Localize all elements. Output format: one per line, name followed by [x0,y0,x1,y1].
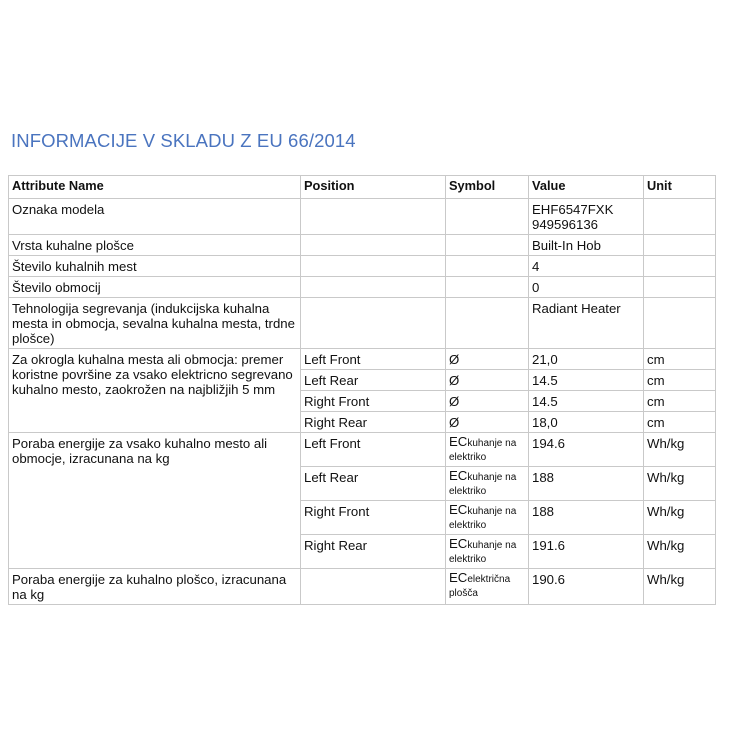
symbol-subscript: kuhanje na elektriko [449,438,517,463]
unit-cell [644,199,716,235]
unit-cell: cm [644,391,716,412]
unit-cell [644,277,716,298]
position-cell: Left Front [301,349,446,370]
unit-cell [644,256,716,277]
attribute-cell: Oznaka modela [9,199,301,235]
symbol-main: EC [449,434,468,449]
symbol-cell [446,199,529,235]
symbol-subscript: kuhanje na elektriko [449,472,517,497]
attribute-cell: Za okrogla kuhalna mesta ali obmocja: premer koristne površine za vsako elektricno segrevano kuhalno mesto, zaokrožen na najbližjih 5 mm [9,349,301,433]
attribute-cell: Tehnologija segrevanja (indukcijska kuhalna mesta in obmocja, sevalna kuhalna mesta, trdne plošce) [9,298,301,349]
position-cell [301,277,446,298]
symbol-cell: Ø [446,391,529,412]
symbol-subscript: kuhanje na elektriko [449,506,517,531]
model-code: 949596136 [532,217,599,232]
position-cell: Left Rear [301,467,446,501]
position-cell: Right Rear [301,535,446,569]
symbol-cell [446,467,529,501]
position-cell: Left Front [301,433,446,467]
table-row [9,433,716,467]
position-cell: Right Front [301,391,446,412]
symbol-cell [446,501,529,535]
value-cell: 190.6 [529,569,644,605]
table-row [9,298,716,349]
symbol-subscript: kuhanje na elektriko [449,540,517,565]
value-cell: 188 [529,501,644,535]
table-row [9,569,716,605]
symbol-main: EC [449,536,468,551]
unit-cell: Wh/kg [644,569,716,605]
header-unit: Unit [644,176,716,199]
symbol-cell: Ø [446,349,529,370]
symbol-cell [446,235,529,256]
attribute-cell: Poraba energije za kuhalno plošco, izracunana na kg [9,569,301,605]
symbol-cell [446,298,529,349]
position-cell [301,235,446,256]
position-cell [301,199,446,235]
unit-cell: cm [644,412,716,433]
position-cell [301,298,446,349]
value-cell: 188 [529,467,644,501]
position-cell [301,256,446,277]
unit-cell: Wh/kg [644,535,716,569]
attribute-cell: Poraba energije za vsako kuhalno mesto ali obmocje, izracunana na kg [9,433,301,569]
symbol-cell [446,256,529,277]
symbol-main: EC [449,502,468,517]
page-title: INFORMACIJE V SKLADU Z EU 66/2014 [11,130,356,151]
table-row [9,349,716,370]
unit-cell: Wh/kg [644,467,716,501]
position-cell: Right Front [301,501,446,535]
unit-cell [644,235,716,256]
unit-cell: Wh/kg [644,433,716,467]
unit-cell: cm [644,349,716,370]
symbol-cell [446,569,529,605]
value-cell: 194.6 [529,433,644,467]
symbol-cell: Ø [446,370,529,391]
value-cell: Built-In Hob [529,235,644,256]
table-header-row [9,176,716,199]
table-row [9,256,716,277]
table-row [9,199,716,235]
header-value: Value [529,176,644,199]
value-cell [529,199,644,235]
symbol-cell [446,277,529,298]
value-cell: 14.5 [529,370,644,391]
symbol-cell [446,535,529,569]
unit-cell: cm [644,370,716,391]
value-cell: 4 [529,256,644,277]
unit-cell [644,298,716,349]
header-symbol: Symbol [446,176,529,199]
symbol-main: EC [449,570,468,585]
symbol-main: EC [449,468,468,483]
model-number: EHF6547FXK [532,202,614,217]
position-cell [301,569,446,605]
attribute-cell: Število obmocij [9,277,301,298]
symbol-cell: Ø [446,412,529,433]
value-cell: Radiant Heater [529,298,644,349]
unit-cell: Wh/kg [644,501,716,535]
value-cell: 0 [529,277,644,298]
header-attribute-name: Attribute Name [9,176,301,199]
position-cell: Right Rear [301,412,446,433]
value-cell: 191.6 [529,535,644,569]
position-cell: Left Rear [301,370,446,391]
symbol-cell [446,433,529,467]
header-position: Position [301,176,446,199]
value-cell: 14.5 [529,391,644,412]
value-cell: 21,0 [529,349,644,370]
table-row [9,235,716,256]
attribute-cell: Število kuhalnih mest [9,256,301,277]
attribute-cell: Vrsta kuhalne plošce [9,235,301,256]
table-row [9,277,716,298]
spec-table [8,175,716,605]
value-cell: 18,0 [529,412,644,433]
symbol-subscript: električna plošča [449,574,511,599]
